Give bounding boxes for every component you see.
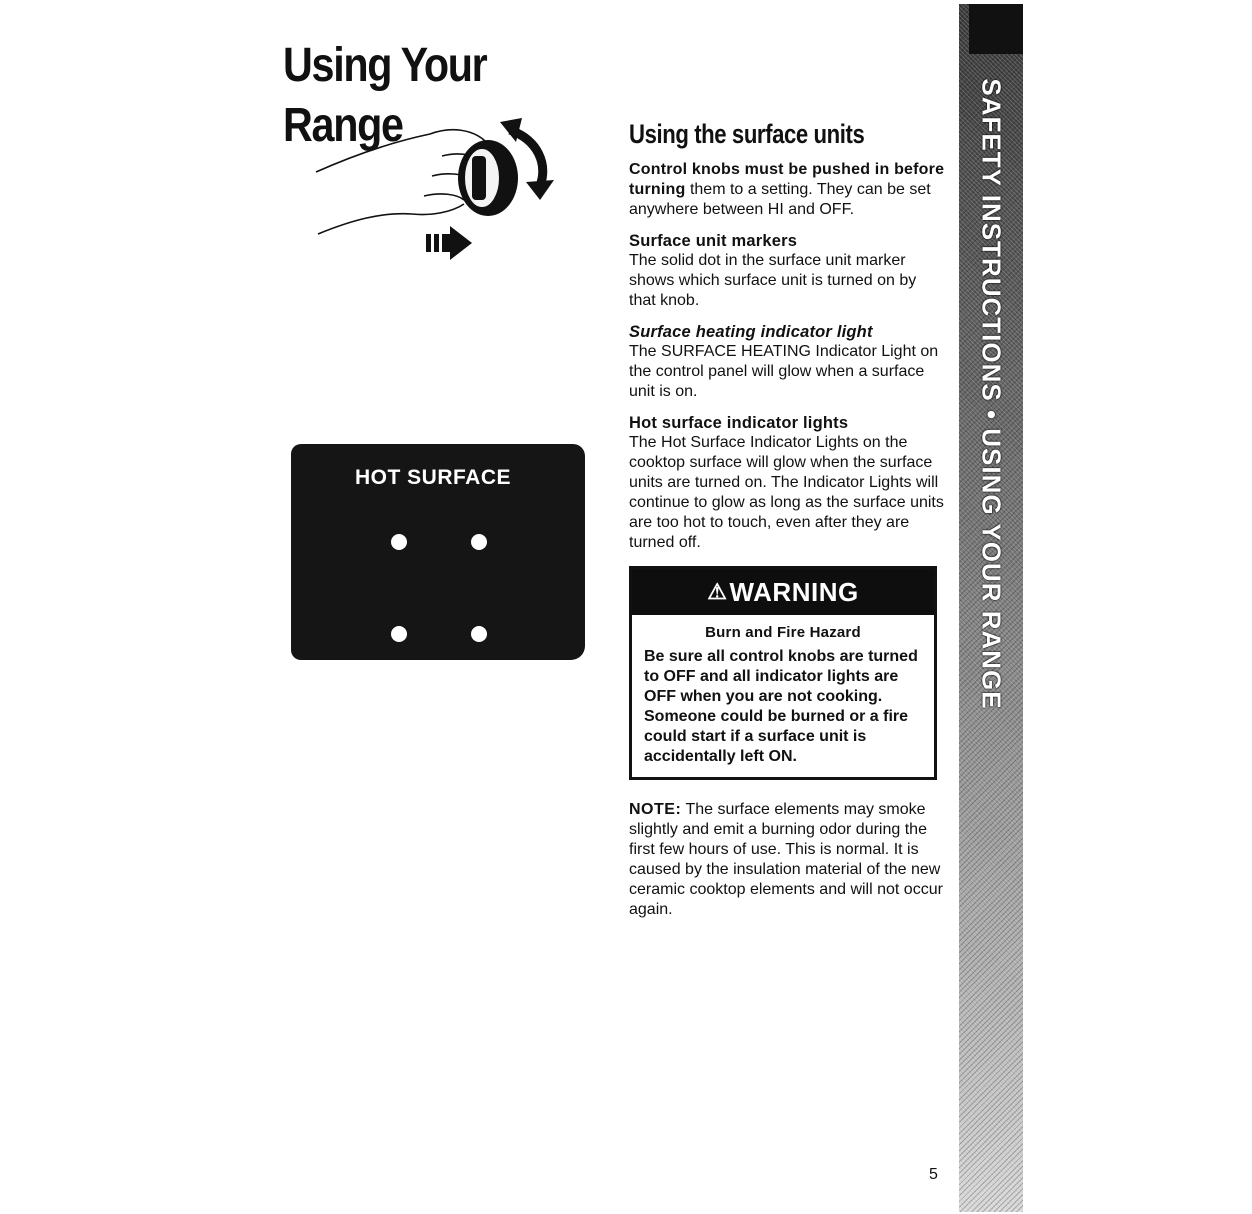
warning-text: Be sure all control knobs are turned to OFF and all indicator lights are OFF when you are not cooking. Someone could be burned or a fire could start if a surface unit is accidentally left ON. (644, 648, 918, 765)
side-tab-marker (969, 4, 1023, 54)
hot-surface-label: HOT SURFACE (355, 466, 512, 489)
indicator-light-dot (391, 534, 407, 550)
side-tab-label: SAFETY INSTRUCTIONS • USING YOUR RANGE (976, 78, 1007, 710)
control-knobs-paragraph (629, 160, 947, 220)
control-knobs-text: them to a setting. They can be set anywhere between HI and OFF. (629, 181, 931, 218)
note-label: NOTE: (629, 801, 682, 818)
markers-heading: Surface unit markers (629, 232, 798, 250)
page-number: 5 (929, 1166, 938, 1183)
side-section-tab (959, 4, 1023, 1212)
heating-light-heading: Surface heating indicator light (629, 323, 873, 341)
markers-block (629, 231, 947, 311)
warning-triangle-icon: ⚠ (707, 579, 728, 604)
warning-box (629, 566, 937, 780)
note-text: The surface elements may smoke slightly and emit a burning odor during the first few hours of use. This is normal. It is caused by the insulation material of the new ceramic cooktop elements and will not occur again. (629, 801, 943, 918)
note-paragraph (629, 800, 947, 920)
warning-title: WARNING (729, 576, 859, 607)
markers-text: The solid dot in the surface unit marker shows which surface unit is turned on by that knob. (629, 252, 917, 309)
heating-light-text: The SURFACE HEATING Indicator Light on the control panel will glow when a surface unit is on. (629, 343, 939, 400)
indicator-light-dot (471, 534, 487, 550)
hot-lights-block (629, 413, 947, 553)
heating-light-block (629, 322, 947, 402)
indicator-light-dot (391, 626, 407, 642)
warning-header (632, 569, 934, 615)
warning-hazard: Burn and Fire Hazard (705, 624, 861, 641)
surface-units-section (629, 118, 947, 920)
hot-lights-heading: Hot surface indicator lights (629, 414, 849, 432)
hot-lights-text: The Hot Surface Indicator Lights on the cooktop surface will glow when the surface units are turned on. The Indicator Lights will continue to glow as long as the surface units are too hot to touch, even after they are turned off. (629, 434, 944, 551)
control-knobs-lead: Control knobs must be pushed in before turning (629, 161, 945, 198)
section-title: Using the surface units (629, 119, 865, 149)
hot-surface-indicator-panel (291, 444, 585, 660)
page-title: Using Your Range (283, 39, 487, 152)
indicator-light-dot (471, 626, 487, 642)
knob-push-turn-illustration (312, 116, 562, 266)
